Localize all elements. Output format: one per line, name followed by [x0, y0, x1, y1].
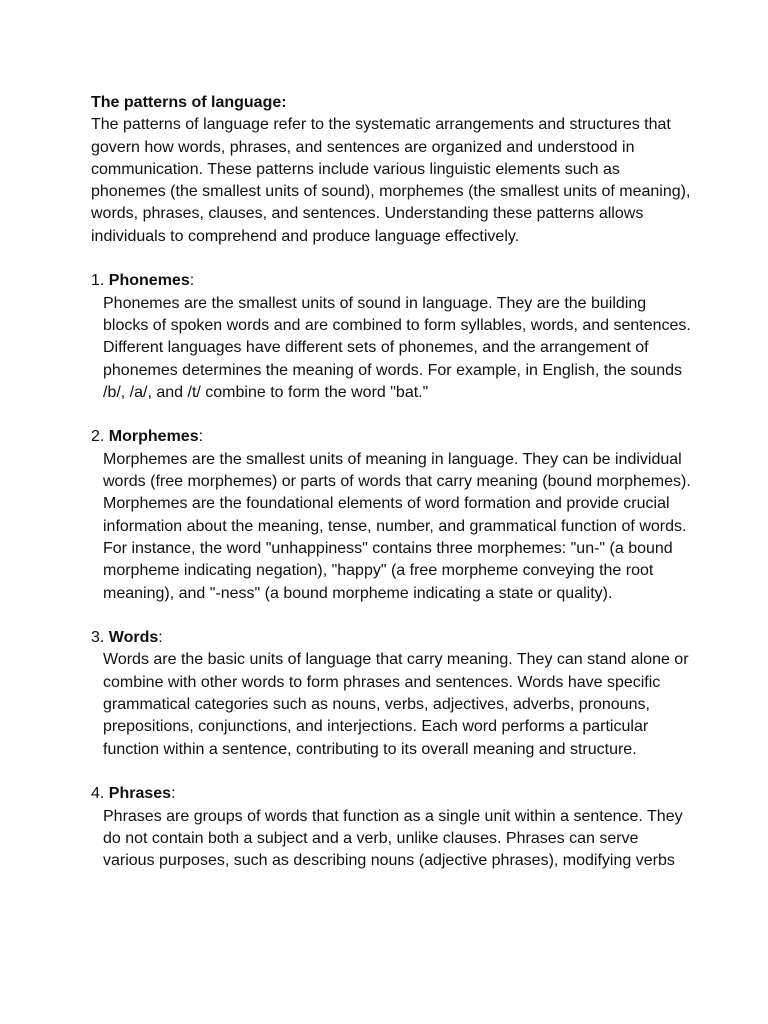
intro-paragraph: The patterns of language refer to the systematic arrangements and structures that govern how words, phrases, and sentences are organized and understood in communication. These patterns include various linguistic elements such as phonemes (the smallest units of sound), morphemes (the smallest units of meaning), words, phrases, clauses, and sentences. Understanding these patterns allows individuals to comprehend and produce language effectively. [91, 116, 691, 245]
section-title: Words [108, 629, 159, 647]
document-title: The patterns of language: [91, 94, 287, 111]
document-content [91, 92, 691, 872]
section-body: Words are the basic units of language that carry meaning. They can stand alone or combine with other words to form phrases and sentences. Words have specific grammatical categories such as nouns, verbs, adjectives, adverbs, pronouns, prepositions, conjunctions, and interjections. Each word performs a particular function within a sentence, contributing to its overall meaning and structure. [103, 651, 689, 758]
section-colon: : [198, 428, 204, 446]
section-colon: : [158, 629, 163, 647]
section-heading [91, 783, 691, 805]
section-body: Morphemes are the smallest units of meaning in language. They can be individual words (free morphemes) or parts of words that carry meaning (bound morphemes). Morphemes are the foundational elements of word formation and provide crucial information about the meaning, tense, number, and grammatical function of words. For instance, the word "unhappiness" contains three morphemes: "un-" (a bound morpheme indicating negation), "happy" (a free morpheme conveying the root meaning), and "-ness" (a bound morpheme indicating a state or quality). [103, 450, 691, 602]
section-number: 4. [91, 785, 105, 803]
section-morphemes [91, 426, 691, 604]
section-number: 3. [91, 629, 105, 647]
section-phonemes [91, 270, 691, 404]
section-phrases [91, 783, 691, 872]
section-number: 2. [91, 428, 105, 446]
section-colon: : [189, 272, 195, 290]
section-title: Phonemes [108, 272, 190, 290]
section-body: Phonemes are the smallest units of sound in language. They are the building blocks of spoken words and are combined to form syllables, words, and sentences. Different languages have different sets of phonemes, and the arrangement of phonemes determines the meaning of words. For example, in English, the sounds /b/, /a/, and /t/ combine to form the word "bat." [103, 294, 691, 401]
section-heading [91, 627, 691, 649]
section-heading [91, 270, 691, 292]
section-number: 1. [91, 272, 105, 290]
section-title: Morphemes [108, 428, 199, 446]
section-title: Phrases [108, 785, 172, 803]
section-heading [91, 426, 691, 448]
section-words [91, 627, 691, 761]
section-body: Phrases are groups of words that function as a single unit within a sentence. They do not contain both a subject and a verb, unlike clauses. Phrases can serve various purposes, such as describing nouns (adjective phrases), modifying verbs [103, 807, 683, 870]
section-colon: : [171, 785, 176, 803]
